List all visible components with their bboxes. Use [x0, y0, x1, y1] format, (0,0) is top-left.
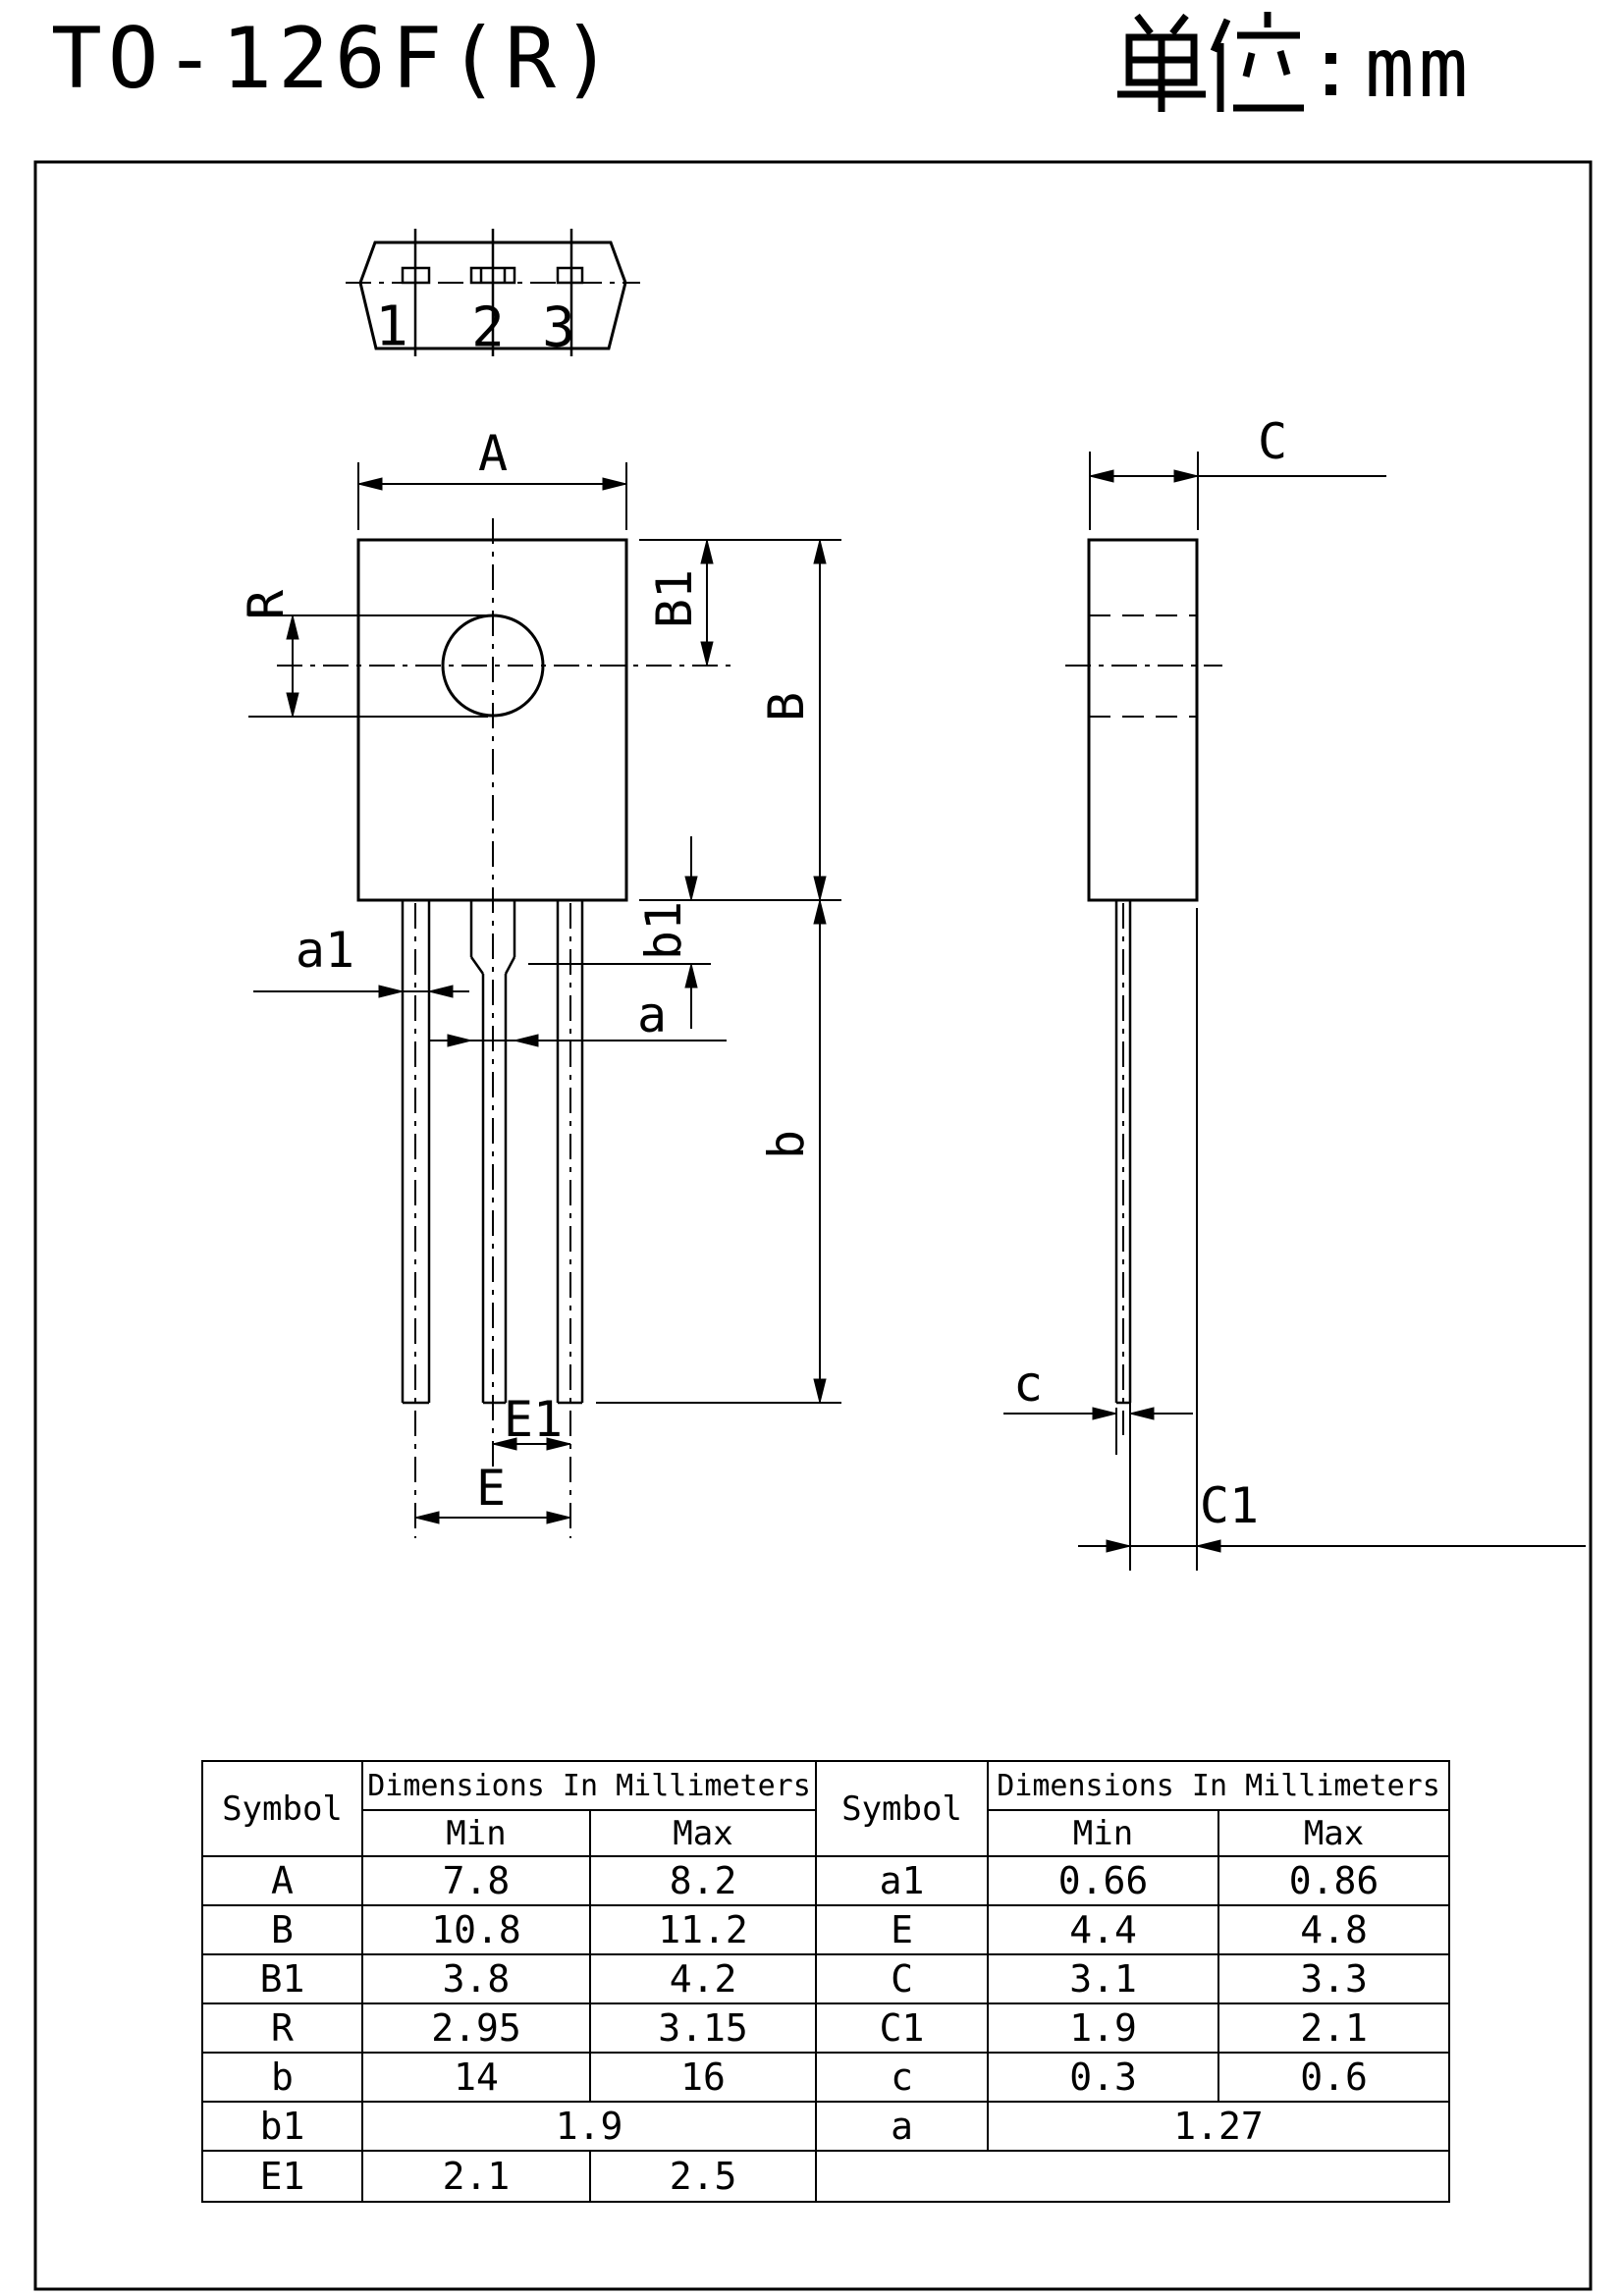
symbol-cell: A — [202, 1856, 362, 1905]
dim-label-a1: a1 — [295, 922, 355, 979]
empty-cell — [816, 2151, 1449, 2202]
dim-label-b: b — [758, 1129, 815, 1160]
min-cell: 1.9 — [988, 2003, 1218, 2053]
front-view — [248, 462, 841, 1538]
unit-mm-text: mm — [1365, 20, 1473, 116]
min-cell: 2.95 — [362, 2003, 590, 2053]
dim-label-B: B — [758, 691, 815, 722]
min-cell: 4.4 — [988, 1905, 1218, 1954]
max-cell: 3.15 — [590, 2003, 816, 2053]
left-symbol-header: Symbol — [202, 1761, 362, 1856]
dim-label-E: E — [475, 1460, 507, 1517]
symbol-cell: a1 — [816, 1856, 988, 1905]
symbol-cell: c — [816, 2053, 988, 2102]
symbol-cell: E — [816, 1905, 988, 1954]
table-row — [202, 1856, 1449, 1905]
table-row — [202, 2053, 1449, 2102]
dim-label-B1: B1 — [646, 568, 703, 629]
symbol-cell: R — [202, 2003, 362, 2053]
symbol-cell: E1 — [202, 2151, 362, 2202]
max-cell: 3.3 — [1218, 1954, 1449, 2003]
min-cell: 2.1 — [362, 2151, 590, 2202]
pin-label-1: 1 — [375, 294, 408, 359]
min-cell: 3.8 — [362, 1954, 590, 2003]
min-cell: 7.8 — [362, 1856, 590, 1905]
pin-label-3: 3 — [542, 295, 575, 360]
dim-label-A: A — [477, 425, 509, 482]
table-row — [202, 1954, 1449, 2003]
symbol-cell: a — [816, 2102, 988, 2151]
max-cell: 2.1 — [1218, 2003, 1449, 2053]
dim-label-a: a — [636, 987, 668, 1043]
right-max-header: Max — [1218, 1810, 1449, 1856]
dim-label-C: C — [1257, 413, 1288, 470]
dim-label-C1: C1 — [1199, 1477, 1260, 1534]
right-dim-header: Dimensions In Millimeters — [988, 1761, 1449, 1810]
symbol-cell: C — [816, 1954, 988, 2003]
min-cell: 14 — [362, 2053, 590, 2102]
min-cell: 3.1 — [988, 1954, 1218, 2003]
min-cell: 10.8 — [362, 1905, 590, 1954]
symbol-cell: b — [202, 2053, 362, 2102]
symbol-cell: B — [202, 1905, 362, 1954]
dim-label-E1: E1 — [503, 1391, 564, 1448]
min-cell: 0.66 — [988, 1856, 1218, 1905]
max-cell: 4.8 — [1218, 1905, 1449, 1954]
typ-cell: 1.9 — [362, 2102, 816, 2151]
left-max-header: Max — [590, 1810, 816, 1856]
max-cell: 4.2 — [590, 1954, 816, 2003]
typ-cell: 1.27 — [988, 2102, 1449, 2151]
symbol-cell: B1 — [202, 1954, 362, 2003]
symbol-cell: C1 — [816, 2003, 988, 2053]
left-dim-header: Dimensions In Millimeters — [362, 1761, 816, 1810]
min-cell: 0.3 — [988, 2053, 1218, 2102]
left-min-header: Min — [362, 1810, 590, 1856]
max-cell: 2.5 — [590, 2151, 816, 2202]
side-view — [1003, 452, 1586, 1571]
table-row — [202, 2003, 1449, 2053]
table-row — [202, 2151, 1449, 2202]
page-title: TO-126F(R) — [51, 10, 619, 108]
max-cell: 8.2 — [590, 1856, 816, 1905]
table-row — [202, 2102, 1449, 2151]
max-cell: 16 — [590, 2053, 816, 2102]
dim-label-c: c — [1012, 1356, 1044, 1413]
symbol-cell: b1 — [202, 2102, 362, 2151]
pin-label-2: 2 — [471, 295, 505, 360]
max-cell: 0.86 — [1218, 1856, 1449, 1905]
right-min-header: Min — [988, 1810, 1218, 1856]
max-cell: 11.2 — [590, 1905, 816, 1954]
right-symbol-header: Symbol — [816, 1761, 988, 1856]
max-cell: 0.6 — [1218, 2053, 1449, 2102]
dimension-table — [201, 1760, 1450, 2203]
dim-label-b1: b1 — [635, 900, 692, 961]
table-row — [202, 1905, 1449, 1954]
dim-label-R: R — [238, 589, 295, 620]
